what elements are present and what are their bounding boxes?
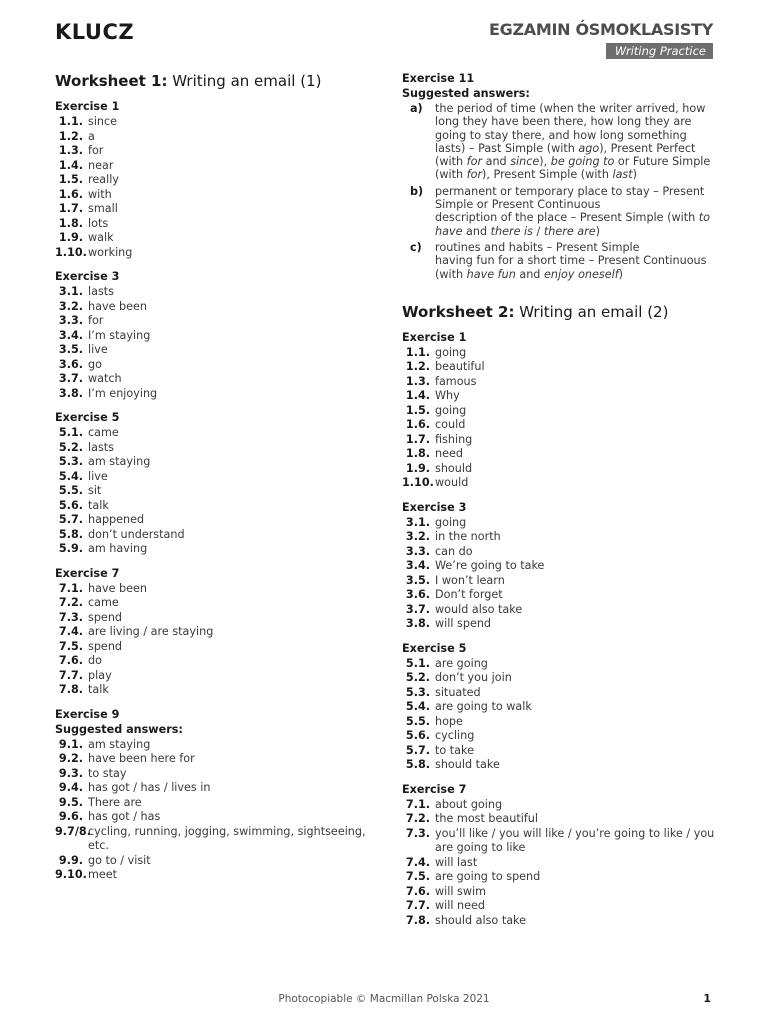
item-answer: beautiful [435,360,485,374]
item-number: 9.5. [58,795,83,809]
answer-list [402,516,722,632]
answer-list [402,798,722,929]
answer-row [55,825,375,854]
answer-row [402,914,722,929]
item-answer: can do [435,544,473,558]
answer-row [402,686,722,701]
lettered-answer: b) permanent or temporary place to stay – Present Simple or Present Continuous description of the place – Present Simple (with to have and there is / there are) [410,184,710,238]
item-number: 3.4. [405,559,430,573]
item-number: 1.5. [405,403,430,417]
item-number: 1.1. [405,345,430,359]
answer-list [55,738,375,883]
item-number: 7.6. [58,654,83,667]
item-answer: for [88,144,104,157]
exercise-title: Exercise 7 [402,782,467,796]
item-answer: I’m enjoying [88,386,158,400]
lettered-answer: c) routines and habits – Present Simple having fun for a short time – Present Continuous (with have fun and enjoy oneself) [410,240,707,281]
item-number: 5.7. [405,743,430,757]
answer-row [55,640,375,655]
item-answer: have been [88,581,147,595]
item-answer: are going to walk [435,700,532,714]
item-answer: I won’t learn [435,573,505,587]
answer-list [402,657,722,773]
item-number: 1.10. [55,245,87,259]
item-answer: to stay [88,766,127,780]
item-answer: should also take [435,913,527,927]
item-answer: will need [435,899,485,913]
answer-row [55,159,375,174]
item-number: 7.4. [58,625,83,638]
worksheet-2-title: Worksheet 2: Writing an email (2) [402,302,669,321]
answer-row [55,470,375,485]
answer-row [55,513,375,528]
item-answer: with [88,187,112,201]
item-answer: near [88,158,114,172]
item-answer: don’t understand [88,527,185,541]
item-answer: cycling [435,729,475,743]
item-answer: have been [88,299,147,313]
item-answer: will spend [435,617,492,631]
item-number: 7.3. [405,826,430,840]
item-answer: should [435,461,473,475]
answer-row [402,870,722,885]
item-answer: We’re going to take [435,559,545,573]
item-number: 3.2. [58,299,83,313]
item-answer: has got / has [88,810,161,823]
item-answer: cycling, running, jogging, swimming, sightseeing, etc. [88,824,366,852]
item-answer: Why [435,389,460,403]
answer-row [55,752,375,767]
item-answer: lots [88,216,109,230]
item-answer: since [88,115,118,128]
item-number: 7.2. [58,596,83,609]
item-number: 1.9. [58,231,83,244]
answer-row [55,231,375,246]
exercise-title: Exercise 1 [402,330,467,344]
item-number: 3.3. [405,544,430,558]
item-answer: are going [435,656,488,670]
item-number: 5.5. [405,714,430,728]
item-answer: play [88,668,112,682]
answer-row [55,611,375,626]
item-answer: I’m staying [88,328,151,342]
answer-row [55,314,375,329]
item-number: 3.2. [405,530,430,544]
answer-row [55,796,375,811]
answer-row [55,654,375,669]
item-number: 7.1. [58,581,83,595]
answer-row [55,528,375,543]
item-number: 7.8. [58,683,83,696]
exercise-title: Exercise 3 [402,500,467,514]
item-answer: small [88,202,118,215]
answer-list [55,115,375,260]
item-number: 3.1. [405,515,430,529]
answer-row [402,715,722,730]
item-answer: about going [435,797,503,811]
item-answer: need [435,447,463,461]
answer-row [55,669,375,684]
item-number: 3.1. [58,285,83,298]
page-number: 1 [703,992,711,1005]
item-number: 5.2. [58,440,83,454]
item-answer: go [88,357,102,371]
answer-row [55,810,375,825]
answer-row [55,115,375,130]
item-answer: go to / visit [88,853,151,867]
answer-row [402,476,722,491]
answer-row [55,372,375,387]
answer-row [55,484,375,499]
item-number: 3.7. [405,602,430,616]
answer-row [55,767,375,782]
item-answer: watch [88,372,122,385]
item-answer: situated [435,685,481,699]
answer-row [402,588,722,603]
item-number: 5.8. [58,527,83,541]
item-answer: live [88,469,108,483]
item-number: 1.5. [58,173,83,186]
exercise-title: Exercise 1 [55,100,120,113]
item-answer: spend [88,639,123,653]
item-number: 1.4. [405,389,430,403]
item-answer: fishing [435,432,473,446]
item-number: 1.1. [58,115,83,128]
item-answer: lasts [88,285,115,298]
answer-row [402,856,722,871]
item-number: 9.10. [55,868,87,881]
answer-row [55,683,375,698]
item-answer: am having [88,542,148,555]
item-number: 1.3. [405,374,430,388]
item-number: 5.1. [58,426,83,439]
item-number: 9.9. [58,853,83,867]
item-answer: spend [88,610,123,624]
answer-row [55,173,375,188]
item-number: 7.2. [405,812,430,826]
answer-row [55,144,375,159]
item-number: 5.3. [405,685,430,699]
answer-row [402,360,722,375]
item-answer: will last [435,855,478,869]
item-number: 9.1. [58,737,83,751]
answer-row [55,441,375,456]
answer-row [402,462,722,477]
exercise-title: Exercise 11 [402,72,475,85]
item-number: 1.4. [58,158,83,172]
item-number: 1.6. [405,418,430,432]
answer-row [402,545,722,560]
item-number: 3.8. [58,386,83,400]
item-answer: the most beautiful [435,812,538,826]
answer-row [55,854,375,869]
answer-row [55,217,375,232]
item-answer: do [88,654,102,667]
answer-row [55,300,375,315]
suggested-answers-label: Suggested answers: [402,87,530,100]
item-answer: sit [88,484,102,497]
answer-row [402,812,722,827]
answer-row [402,899,722,914]
right-column [402,72,722,928]
item-answer: happened [88,513,145,526]
answer-row [55,358,375,373]
answer-row [55,596,375,611]
item-number: 5.7. [58,513,83,526]
item-number: 9.6. [58,810,83,823]
answer-row [55,455,375,470]
item-answer: lasts [88,440,115,454]
item-number: 9.2. [58,752,83,765]
item-answer: would [435,476,469,490]
answer-row [402,758,722,773]
item-number: 9.3. [58,766,83,780]
answer-row [402,418,722,433]
item-number: 3.8. [405,617,430,631]
item-number: 9.7/8. [55,824,91,838]
item-number: 7.5. [58,639,83,653]
item-number: 7.5. [405,870,430,884]
item-number: 7.4. [405,855,430,869]
item-answer: going [435,515,467,529]
item-number: 7.8. [405,913,430,927]
item-number: 5.3. [58,455,83,468]
item-number: 3.4. [58,328,83,342]
answer-list [402,346,722,491]
answer-row [402,530,722,545]
answer-row [402,559,722,574]
answer-list [55,426,375,557]
answer-row [55,426,375,441]
item-answer: came [88,596,119,609]
item-answer: would also take [435,602,523,616]
item-answer: talk [88,498,109,512]
item-answer: came [88,426,119,439]
item-answer: hope [435,714,463,728]
item-number: 3.6. [58,357,83,371]
item-answer: could [435,418,466,432]
answer-row [55,343,375,358]
item-answer: going [435,403,467,417]
worksheet-1-title: Worksheet 1: Writing an email (1) [55,72,322,90]
item-answer: to take [435,743,474,757]
item-answer: are going to spend [435,870,541,884]
item-number: 9.4. [58,781,83,794]
answer-row [402,574,722,589]
item-number: 5.8. [405,758,430,772]
answer-row [402,729,722,744]
answer-list [55,582,375,698]
item-answer: going [435,345,467,359]
answer-row [402,433,722,448]
exercise-title: Exercise 5 [55,411,120,424]
answer-row [402,389,722,404]
answer-row [55,738,375,753]
answer-list [55,285,375,401]
item-answer: you’ll like / you will like / you’re going to like / you are going to like [435,826,715,855]
item-number: 3.7. [58,372,83,385]
item-answer: a [88,129,95,143]
exercise-title: Exercise 7 [55,566,120,580]
answer-row [402,798,722,813]
brand-block [489,20,713,59]
answer-row [402,375,722,390]
item-answer: walk [88,231,114,244]
answer-row [402,657,722,672]
item-number: 5.9. [58,542,83,555]
answer-row [402,885,722,900]
item-answer: am staying [88,737,151,751]
item-answer: meet [88,868,118,881]
brand-title: EGZAMIN ÓSMOKLASISTY [488,20,713,39]
answer-row [55,625,375,640]
item-number: 3.5. [405,573,430,587]
item-number: 7.7. [405,899,430,913]
left-column [55,72,375,883]
answer-row [55,202,375,217]
item-number: 1.3. [58,144,83,157]
item-number: 5.6. [405,729,430,743]
suggested-answers-label: Suggested answers: [55,722,183,736]
answer-row [55,188,375,203]
answer-row [402,617,722,632]
lettered-answer: a) the period of time (when the writer arrived, how long they have been there, how long they are going to stay there, and how long something lasts) – Past Simple (with ago), Present Perfect (with for and since), be going to or Future Simple (with for), Present Simple (with last) [410,102,711,182]
exercise-title: Exercise 9 [55,707,120,721]
item-answer: am staying [88,455,151,468]
answer-row [55,285,375,300]
item-answer: for [88,314,104,327]
item-number: 7.7. [58,668,83,682]
answer-row [55,499,375,514]
item-number: 1.10. [402,476,434,490]
item-number: 7.3. [58,610,83,624]
item-number: 1.2. [405,360,430,374]
page-heading: KLUCZ [55,20,135,44]
item-number: 1.8. [58,216,83,230]
answer-row [55,868,375,883]
item-answer: should take [435,758,500,772]
answer-row [55,329,375,344]
item-number: 5.2. [405,671,430,685]
item-number: 3.3. [58,314,83,327]
item-number: 5.1. [405,656,430,670]
answer-row [55,582,375,597]
answer-row [402,700,722,715]
exercise-title: Exercise 5 [402,641,467,655]
item-answer: are living / are staying [88,625,214,638]
item-answer: talk [88,683,109,696]
item-number: 7.1. [405,797,430,811]
answer-row [402,346,722,361]
answer-row [55,781,375,796]
item-answer: have been here for [88,752,195,765]
item-number: 3.6. [405,588,430,602]
item-answer: has got / has / lives in [88,781,211,794]
answer-row [402,827,722,856]
item-answer: don’t you join [435,671,512,685]
answer-row [402,671,722,686]
item-number: 1.7. [405,432,430,446]
item-number: 1.8. [405,447,430,461]
copyright-footer: Photocopiable © Macmillan Polska 2021 [278,993,490,1005]
item-number: 5.6. [58,498,83,512]
answer-row [402,447,722,462]
item-number: 1.9. [405,461,430,475]
answer-row [402,516,722,531]
item-answer: Don’t forget [435,588,503,602]
item-number: 5.5. [58,484,83,497]
brand-subtitle: Writing Practice [606,43,713,59]
item-answer: in the north [435,530,501,544]
answer-row [402,744,722,759]
item-number: 1.7. [58,202,83,215]
answer-row [402,603,722,618]
item-number: 7.6. [405,884,430,898]
item-answer: will swim [435,884,487,898]
exercise-title: Exercise 3 [55,270,120,283]
item-answer: working [88,245,133,259]
answer-row [55,387,375,402]
item-number: 5.4. [405,700,430,714]
answer-row [402,404,722,419]
item-answer: famous [435,374,477,388]
item-number: 1.2. [58,129,83,143]
answer-row [55,542,375,557]
item-number: 5.4. [58,469,83,483]
item-number: 1.6. [58,187,83,201]
answer-row [55,246,375,261]
item-answer: really [88,173,119,186]
item-number: 3.5. [58,343,83,356]
item-answer: There are [88,795,142,809]
answer-row [55,130,375,145]
item-answer: live [88,343,108,356]
